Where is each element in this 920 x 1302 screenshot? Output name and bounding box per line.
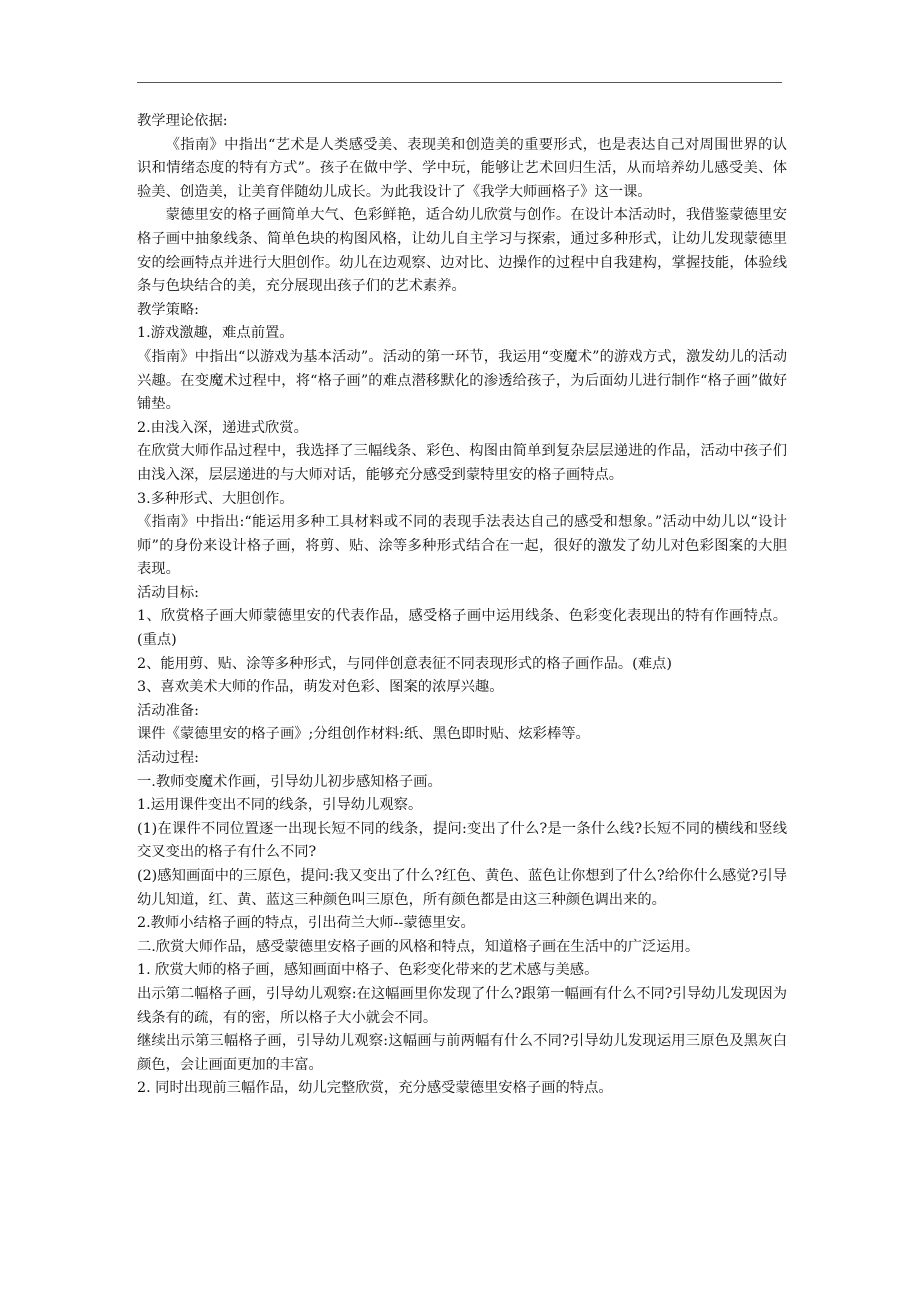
paragraph: 活动目标: bbox=[137, 584, 200, 601]
paragraph: 3.多种形式、大胆创作。 bbox=[137, 490, 294, 507]
paragraph: 3、喜欢美术大师的作品，萌发对色彩、图案的浓厚兴趣。 bbox=[137, 679, 504, 696]
paragraph: 2.由浅入深，递进式欣赏。 bbox=[137, 419, 308, 436]
paragraph: 活动准备: bbox=[137, 702, 200, 719]
paragraph: 教学理论依据: bbox=[137, 113, 228, 129]
paragraph: 《指南》中指出“以游戏为基本活动”。活动的第一环节，我运用“变魔术”的游戏方式，激发幼儿的活动兴趣。在变魔术过程中，将“格子画”的难点潜移默化的渗透给孩子，为后面幼儿进行制作“格子画”做好铺垫。 bbox=[137, 348, 787, 413]
paragraph: 1.运用课件变出不同的线条，引导幼儿观察。 bbox=[137, 797, 423, 814]
paragraph: 继续出示第三幅格子画，引导幼儿观察:这幅画与前两幅有什么不同?引导幼儿发现运用三原色及黑灰白颜色，会让画面更加的丰富。 bbox=[137, 1033, 787, 1073]
paragraph: (1)在课件不同位置逐一出现长短不同的线条，提问:变出了什么?是一条什么线?长短不同的横线和竖线交叉变出的格子有什么不同? bbox=[137, 820, 787, 861]
document-body bbox=[137, 110, 787, 1101]
paragraph: 二.欣赏大师作品，感受蒙德里安格子画的风格和特点，知道格子画在生活中的广泛运用。 bbox=[137, 938, 700, 955]
header-rule bbox=[137, 82, 782, 83]
paragraph: 2.教师小结格子画的特点，引出荷兰大师--蒙德里安。 bbox=[137, 915, 475, 932]
paragraph: 《指南》中指出:“能运用多种工具材料或不同的表现手法表达自己的感受和想象。”活动中幼儿以“设计师”的身份来设计格子画，将剪、贴、涂等多种形式结合在一起，很好的激发了幼儿对色彩图案的大胆表现。 bbox=[137, 514, 787, 578]
paragraph: 蒙德里安的格子画简单大气、色彩鲜艳，适合幼儿欣赏与创作。在设计本活动时，我借鉴蒙德里安格子画中抽象线条、简单色块的构图风格，让幼儿自主学习与探索，通过多种形式，让幼儿发现蒙德里安的绘画特点并进行大胆创作。幼儿在边观察、边对比、边操作的过程中自我建构，掌握技能，体验线条与色块结合的美，充分展现出孩子们的艺术素养。 bbox=[137, 207, 787, 295]
paragraph: 《指南》中指出“艺术是人类感受美、表现美和创造美的重要形式，也是表达自己对周围世界的认识和情绪态度的特有方式”。孩子在做中学、学中玩，能够让艺术回归生活，从而培养幼儿感受美、体验美、创造美，让美育伴随幼儿成长。为此我设计了《我学大师画格子》这一课。 bbox=[137, 136, 787, 200]
paragraph: (2)感知画面中的三原色，提问:我又变出了什么?红色、黄色、蓝色让你想到了什么?给你什么感觉?引导幼儿知道，红、黄、蓝这三种颜色叫三原色，所有颜色都是由这三种颜色调出来的。 bbox=[137, 868, 787, 908]
paragraph: 教学策略: bbox=[137, 301, 200, 318]
paragraph: 2、能用剪、贴、涂等多种形式，与同伴创意表征不同表现形式的格子画作品。(难点) bbox=[137, 655, 672, 672]
paragraph: 1.游戏激趣，难点前置。 bbox=[137, 325, 294, 342]
paragraph: 1. 欣赏大师的格子画，感知画面中格子、色彩变化带来的艺术感与美感。 bbox=[137, 962, 599, 979]
paragraph: 出示第二幅格子画，引导幼儿观察:在这幅画里你发现了什么?跟第一幅画有什么不同?引导幼儿发现因为线条有的疏，有的密，所以格子大小就会不同。 bbox=[137, 985, 787, 1026]
paragraph: 课件《蒙德里安的格子画》;分组创作材料:纸、黑色即时贴、炫彩棒等。 bbox=[137, 726, 590, 743]
paragraph: 活动过程: bbox=[137, 750, 200, 767]
paragraph: 1、欣赏格子画大师蒙德里安的代表作品，感受格子画中运用线条、色彩变化表现出的特有作画特点。(重点) bbox=[137, 608, 787, 649]
paragraph: 2. 同时出现前三幅作品，幼儿完整欣赏，充分感受蒙德里安格子画的特点。 bbox=[137, 1080, 613, 1097]
paragraph: 在欣赏大师作品过程中，我选择了三幅线条、彩色、构图由简单到复杂层层递进的作品，活动中孩子们由浅入深，层层递进的与大师对话，能够充分感受到蒙特里安的格子画特点。 bbox=[137, 443, 787, 483]
paragraph: 一.教师变魔术作画，引导幼儿初步感知格子画。 bbox=[137, 773, 442, 790]
